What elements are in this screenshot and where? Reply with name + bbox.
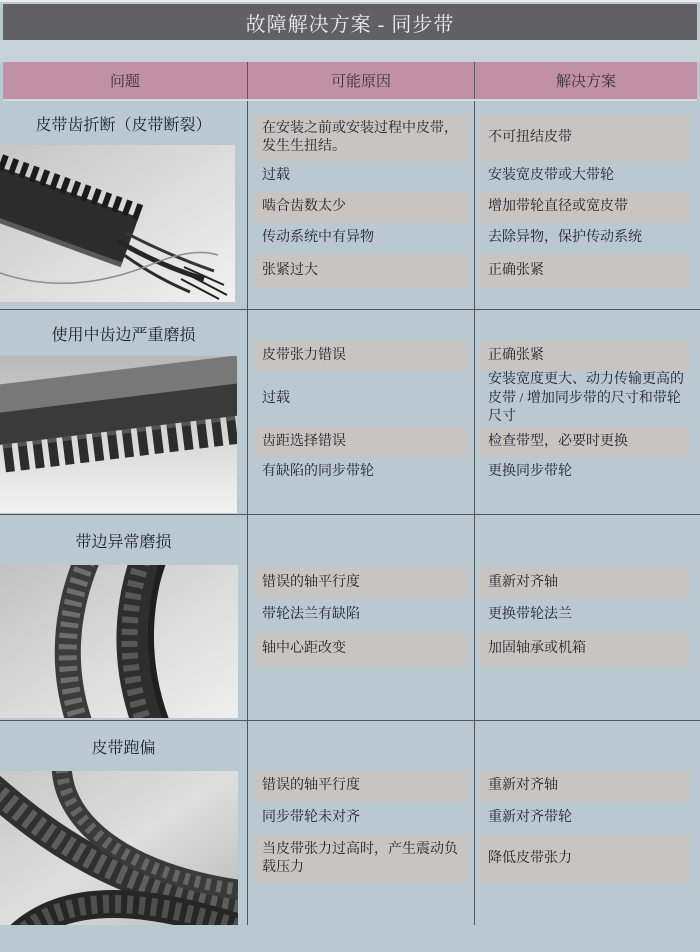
title-bar	[3, 4, 697, 40]
cause-text: 齿距选择错误	[262, 433, 346, 449]
cause-text: 过载	[262, 168, 290, 184]
solution-cell	[474, 101, 700, 309]
cause-text: 过载	[262, 390, 290, 406]
table-row-edge-wear	[0, 514, 700, 720]
cause-text: 传动系统中有异物	[262, 230, 374, 246]
cause-text: 错误的轴平行度	[262, 778, 360, 794]
problem-cell	[0, 310, 247, 514]
column-header-solution: 解决方案	[474, 62, 697, 99]
cause-text: 有缺陷的同步带轮	[262, 463, 374, 479]
problem-cell	[0, 101, 247, 309]
column-header-cause: 可能原因	[247, 62, 474, 99]
solution-text: 安装宽皮带或大带轮	[488, 168, 614, 184]
cause-text: 啮合齿数太少	[262, 199, 346, 215]
belt-tracking-off-photo	[0, 771, 247, 926]
solution-cell	[474, 721, 700, 926]
belt-edge-wear-photo	[0, 565, 247, 718]
cause-text: 当皮带张力过高时，产生震动负载压力	[262, 841, 458, 875]
cause-text: 轴中心距改变	[262, 640, 346, 656]
problem-label: 使用中齿边严重磨损	[51, 326, 196, 344]
solution-text: 不可扭结皮带	[488, 129, 572, 145]
title-gap-band	[0, 40, 700, 62]
problem-label: 带边异常磨损	[75, 533, 172, 551]
table-row-worn-teeth	[0, 309, 700, 514]
cause-text: 在安装之前或安装过程中皮带，发生生扭结。	[262, 120, 458, 154]
solution-text: 更换同步带轮	[488, 463, 572, 479]
solution-text: 正确张紧	[488, 262, 544, 278]
solution-cell	[474, 310, 700, 514]
problem-label: 皮带齿折断（皮带断裂）	[35, 116, 212, 134]
solution-text: 重新对齐轴	[488, 778, 558, 794]
bottom-margin	[0, 925, 700, 952]
table-row-broken-teeth	[0, 101, 700, 309]
solution-text: 更换带轮法兰	[488, 607, 572, 623]
solution-text: 检查带型，必要时更换	[488, 433, 628, 449]
solution-text: 加固轴承或机箱	[488, 640, 586, 656]
cause-cell	[247, 310, 474, 514]
solution-text: 去除异物，保护传动系统	[488, 230, 642, 246]
solution-cell	[474, 515, 700, 720]
cause-text: 皮带张力错误	[262, 347, 346, 363]
solution-text: 安装宽度更大、动力传输更高的皮带 / 增加同步带的尺寸和带轮尺寸	[488, 372, 684, 425]
cause-text: 带轮法兰有缺陷	[262, 607, 360, 623]
table-header-row	[3, 62, 697, 101]
problem-label: 皮带跑偏	[91, 739, 156, 757]
problem-cell	[0, 515, 247, 720]
solution-text: 重新对齐轴	[488, 574, 558, 590]
table-body	[0, 101, 700, 927]
cause-text: 同步带轮未对齐	[262, 810, 360, 826]
solution-text: 正确张紧	[488, 347, 544, 363]
solution-text: 增加带轮直径或宽皮带	[488, 199, 628, 215]
table-row-tracking-off	[0, 720, 700, 927]
solution-text: 降低皮带张力	[488, 850, 572, 866]
cause-cell	[247, 721, 474, 926]
cause-text: 错误的轴平行度	[262, 574, 360, 590]
broken-belt-photo	[0, 145, 247, 302]
worn-tooth-edge-photo	[0, 356, 247, 513]
cause-cell	[247, 101, 474, 309]
page-title: 故障解决方案 - 同步带	[245, 13, 455, 36]
cause-cell	[247, 515, 474, 720]
solution-text: 重新对齐带轮	[488, 810, 572, 826]
cause-text: 张紧过大	[262, 262, 318, 278]
column-header-problem: 问题	[109, 74, 140, 90]
problem-cell	[0, 721, 247, 926]
